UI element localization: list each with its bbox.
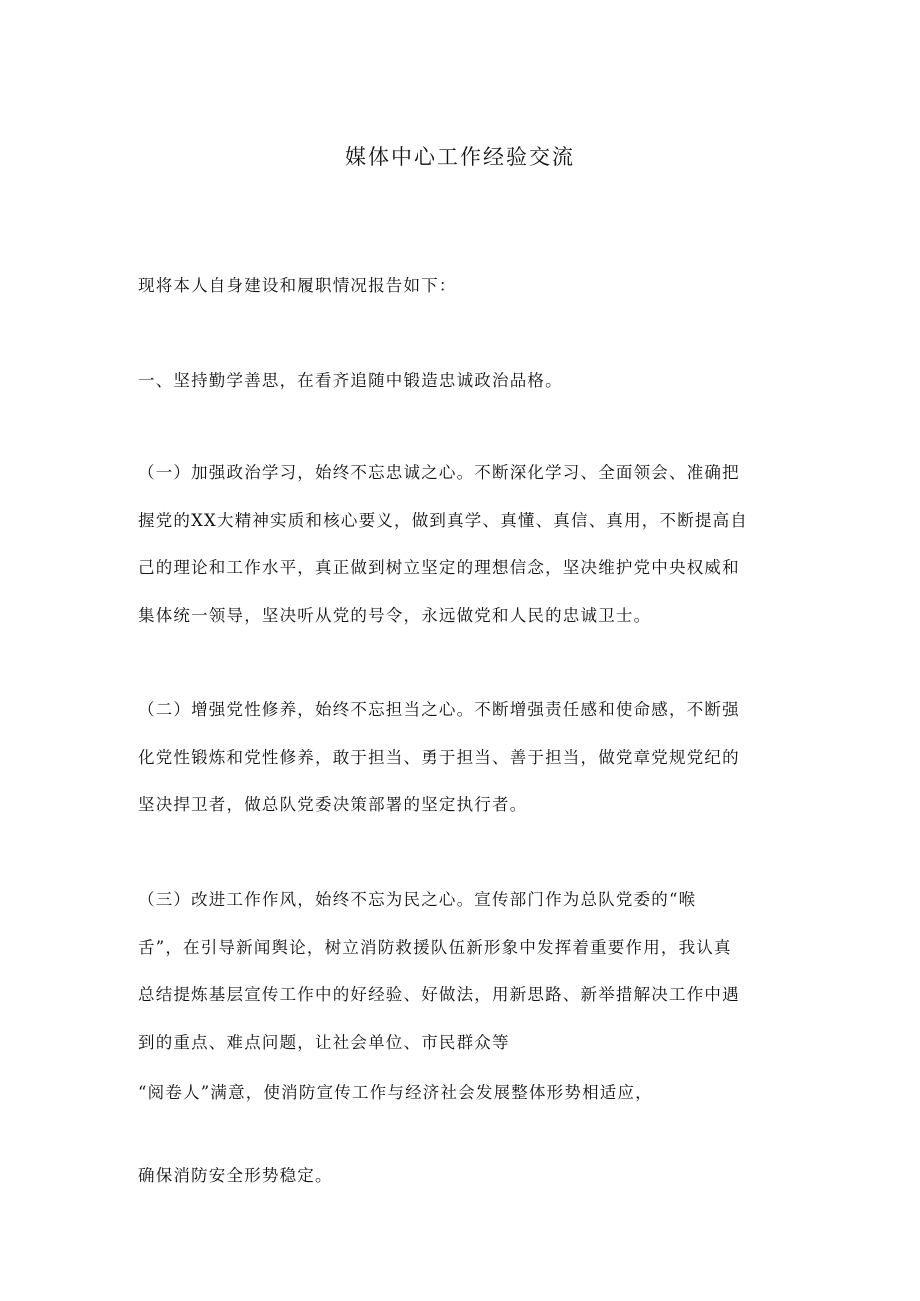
paragraph-line: 握党的XX大精神实质和核心要义，做到真学、真懂、真信、真用，不断提高自 (138, 510, 748, 530)
paragraph-line: 化党性锻炼和党性修养，敢于担当、勇于担当、善于担当，做党章党规党纪的 (138, 747, 740, 767)
intro-paragraph (138, 262, 778, 310)
paragraph-line: （二）增强党性修养，始终不忘担当之心。不断增强责任感和使命感，不断强 (138, 700, 740, 719)
intro-line: 现将本人自身建设和履职情况报告如下： (138, 276, 457, 295)
paragraph-line: 确保消防安全形势稳定。 (138, 1166, 333, 1185)
paragraph-line: 集体统一领导，坚决听从党的号令，永远做党和人民的忠诚卫士。 (138, 605, 652, 625)
paragraph-line: 舌”，在引导新闻舆论，树立消防救援队伍新形象中发挥着重要作用，我认真 (138, 937, 732, 957)
paragraph-line: 总结提炼基层宣传工作中的好经验、好做法，用新思路、新举措解决工作中遇 (138, 985, 740, 1004)
subsection-3-paragraph (138, 876, 778, 1066)
paragraph-line: 到的重点、难点问题，让社会单位、市民群众等 (138, 1032, 510, 1052)
subsection-3-continuation (138, 1069, 778, 1117)
subsection-1-paragraph (138, 449, 778, 639)
paragraph-line: （一）加强政治学习，始终不忘忠诚之心。不断深化学习、全面领会、准确把 (138, 463, 740, 482)
document-title: 媒体中心工作经验交流 (345, 145, 575, 169)
closing-paragraph (138, 1152, 778, 1200)
subsection-2-paragraph (138, 686, 778, 829)
section-1-heading (138, 357, 778, 405)
section-1-heading-line: 一、坚持勤学善思，在看齐追随中锻造忠诚政治品格。 (138, 371, 563, 390)
paragraph-line: “阅卷人”满意，使消防宣传工作与经济社会发展整体形势相适应， (138, 1083, 653, 1102)
paragraph-line: （三）改进工作作风，始终不忘为民之心。宣传部门作为总队党委的“喉 (138, 890, 697, 909)
paragraph-line: 己的理论和工作水平，真正做到树立坚定的理想信念，坚决维护党中央权威和 (138, 558, 740, 577)
paragraph-line: 坚决捍卫者，做总队党委决策部署的坚定执行者。 (138, 795, 528, 814)
